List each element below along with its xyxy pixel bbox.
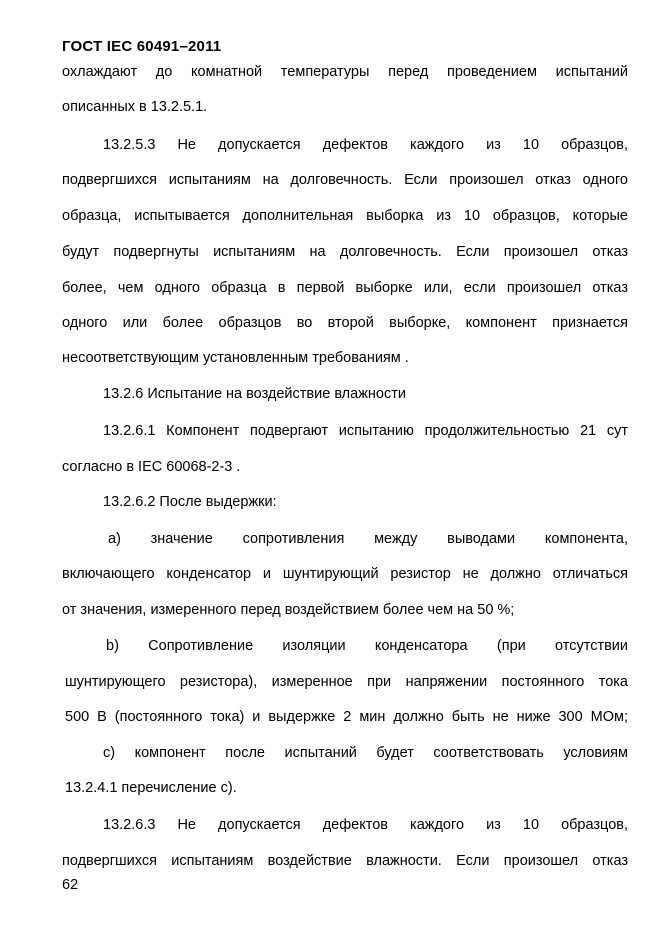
body-text-line: согласно в IEC 60068-2-3 . [62, 459, 241, 475]
body-text-line: от значения, измеренного перед воздействием более чем на 50 %; [62, 602, 515, 618]
clause-13-2-6-3-heading-line: 13.2.6.3 Не допускается дефектов каждого из 10 образцов, [103, 817, 628, 833]
body-text-line: включающего конденсатор и шунтирующий резистор не должно отличаться [62, 566, 628, 582]
body-text-line: одного или более образцов во второй выборке, компонент признается [62, 315, 628, 331]
list-item-a-line: a) значение сопротивления между выводами компонента, [108, 531, 628, 547]
clause-13-2-5-3-heading-line: 13.2.5.3 Не допускается дефектов каждого из 10 образцов, [103, 137, 628, 153]
body-text-line: 13.2.4.1 перечисление c). [65, 780, 237, 796]
body-text-line: описанных в 13.2.5.1. [62, 99, 208, 115]
body-text-line: более, чем одного образца в первой выборке или, если произошел отказ [62, 280, 628, 296]
body-text-line: будут подвергнуты испытаниям на долговечность. Если произошел отказ [62, 244, 628, 260]
list-item-c-line: c) компонент после испытаний будет соответствовать условиям [103, 745, 628, 761]
body-text-line: подвергшихся испытаниям воздействие влажности. Если произошел отказ [62, 853, 628, 869]
list-item-b-line: b) Сопротивление изоляции конденсатора (при отсутствии [106, 638, 628, 654]
body-text-line: охлаждают до комнатной температуры перед проведением испытаний [62, 64, 628, 80]
section-13-2-6-heading: 13.2.6 Испытание на воздействие влажности [103, 386, 406, 402]
body-text-line: шунтирующего резистора), измеренное при напряжении постоянного тока [65, 674, 628, 690]
clause-13-2-6-1-line: 13.2.6.1 Компонент подвергают испытанию продолжительностью 21 сут [103, 423, 628, 439]
body-text-line: образца, испытывается дополнительная выборка из 10 образцов, которые [62, 208, 628, 224]
body-text-line: 500 В (постоянного тока) и выдержке 2 мин должно быть не ниже 300 МОм; [65, 709, 628, 725]
page-number: 62 [62, 877, 79, 893]
body-text-line: несоответствующим установленным требованиям . [62, 350, 409, 366]
body-text-line: подвергшихся испытаниям на долговечность. Если произошел отказ одного [62, 172, 628, 188]
document-header: ГОСТ IEC 60491–2011 [62, 38, 222, 55]
clause-13-2-6-2-line: 13.2.6.2 После выдержки: [103, 494, 277, 510]
